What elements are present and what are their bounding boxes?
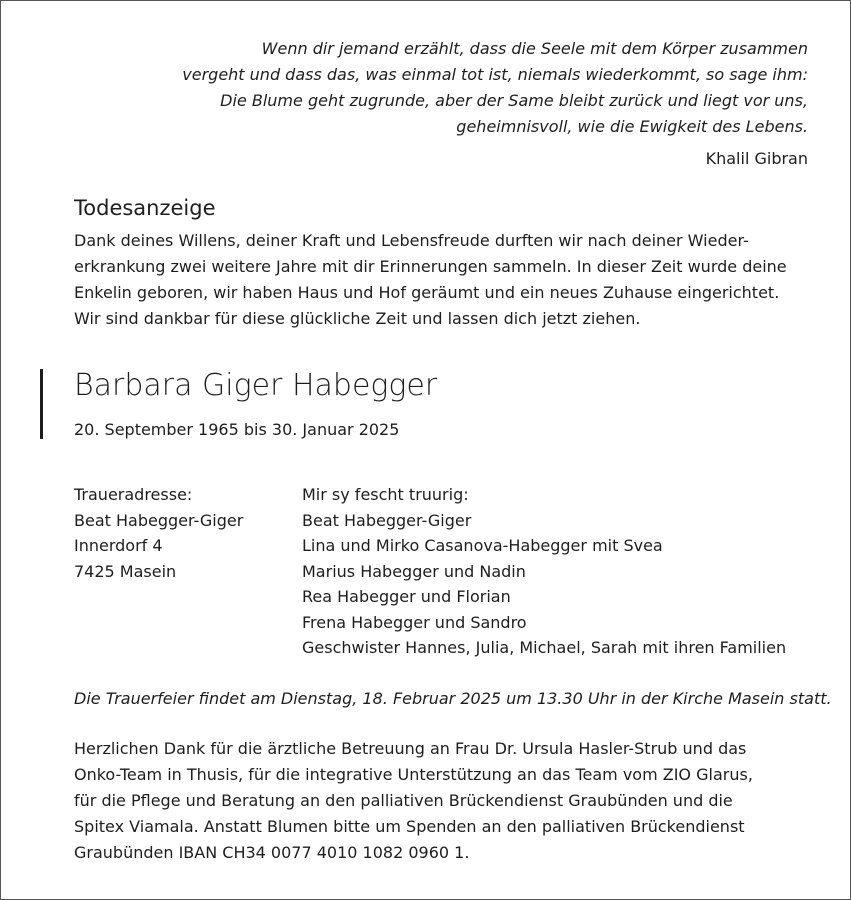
thanks-text <box>74 736 753 866</box>
mourner-line: Lina und Mirko Casanova-Habegger mit Svea <box>302 536 663 555</box>
quote-block <box>108 36 808 140</box>
life-dates: 20. September 1965 bis 30. Januar 2025 <box>74 420 400 439</box>
mourner-line: Frena Habegger und Sandro <box>302 612 527 632</box>
quote-line: Wenn dir jemand erzählt, dass die Seele mit dem Körper zusammen <box>261 39 808 58</box>
address-line: Innerdorf 4 <box>74 536 163 555</box>
intro-line: Dank deines Willens, deiner Kraft und Lebensfreude durften wir nach deiner Wieder- <box>74 231 749 250</box>
thanks-line: Spitex Viamala. Anstatt Blumen bitte um Spenden an den palliativen Brückendienst <box>74 817 745 836</box>
mourner-line: Beat Habegger-Giger <box>302 510 472 530</box>
intro-line: Enkelin geboren, wir haben Haus und Hof geräumt und ein neues Zuhause eingerichtet. <box>74 283 780 302</box>
notice-heading: Todesanzeige <box>74 196 216 220</box>
mourner-line: Geschwister Hannes, Julia, Michael, Sarah mit ihren Familien <box>302 638 787 657</box>
ceremony-info: Die Trauerfeier findet am Dienstag, 18. Februar 2025 um 13.30 Uhr in der Kirche Masein statt. <box>74 689 832 708</box>
name-accent-bar <box>40 369 43 439</box>
mourners-list <box>302 482 786 661</box>
intro-line: erkrankung zwei weitere Jahre mit dir Erinnerungen sammeln. In dieser Zeit wurde deine <box>74 257 787 276</box>
thanks-line: Onko-Team in Thusis, für die integrative Unterstützung an das Team vom ZIO Glarus, <box>74 765 753 784</box>
quote-line: geheimnisvoll, wie die Ewigkeit des Lebens. <box>456 117 808 136</box>
thanks-line: Herzlichen Dank für die ärztliche Betreuung an Frau Dr. Ursula Hasler-Strub und das <box>74 739 747 758</box>
address-line: Beat Habegger-Giger <box>74 510 244 530</box>
quote-author: Khalil Gibran <box>705 149 808 168</box>
address-line: 7425 Masein <box>74 561 177 581</box>
thanks-line: für die Pflege und Beratung an den palliativen Brückendienst Graubünden und die <box>74 791 733 810</box>
quote-line: Die Blume geht zugrunde, aber der Same bleibt zurück und liegt vor uns, <box>220 91 808 110</box>
address-line: Traueradresse: <box>74 485 193 504</box>
thanks-line: Graubünden IBAN CH34 0077 4010 1082 0960 1. <box>74 843 470 862</box>
mourning-address <box>74 482 243 584</box>
mourner-line: Mir sy fescht truurig: <box>302 485 469 504</box>
intro-text <box>74 228 787 332</box>
deceased-name: Barbara Giger Habegger <box>74 368 438 403</box>
mourner-line: Marius Habegger und Nadin <box>302 561 526 581</box>
intro-line: Wir sind dankbar für diese glückliche Zeit und lassen dich jetzt ziehen. <box>74 309 641 328</box>
quote-line: vergeht und dass das, was einmal tot ist, niemals wiederkommt, so sage ihm: <box>182 65 808 84</box>
mourner-line: Rea Habegger und Florian <box>302 587 511 606</box>
